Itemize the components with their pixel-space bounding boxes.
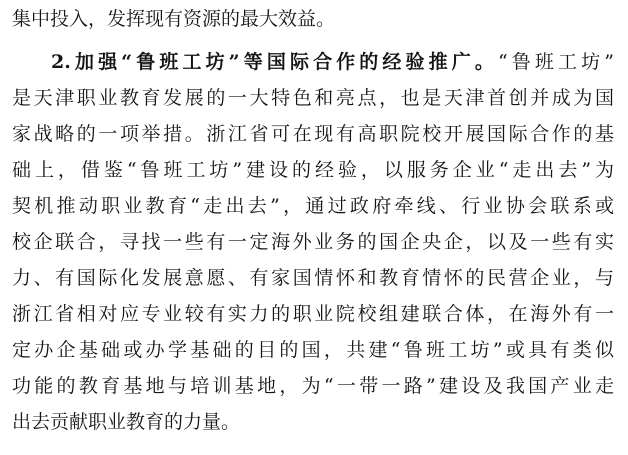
paragraph-2-line: [12, 119, 614, 149]
paragraph-text: “鲁班工坊”: [497, 51, 614, 73]
section-heading: 2.加强“鲁班工坊”等国际合作的经验推广。: [51, 51, 498, 73]
paragraph-text: 校企联合，寻找一些有一定海外业务的国企央企，以及一些有实: [12, 231, 614, 253]
paragraph-2-line: [12, 83, 614, 113]
paragraph-2-line: [12, 371, 614, 401]
paragraph-1-last-line: [12, 4, 614, 34]
paragraph-text: 契机推动职业教育“走出去”，通过政府牵线、行业协会联系或: [12, 195, 614, 217]
paragraph-text: 力、有国际化发展意愿、有家国情怀和教育情怀的民营企业，与: [12, 267, 614, 289]
paragraph-text: 是天津职业教育发展的一大特色和亮点，也是天津首创并成为国: [12, 87, 614, 109]
paragraph-2-line: [12, 191, 614, 221]
paragraph-2-line: [12, 155, 614, 185]
paragraph-text: 出去贡献职业教育的力量。: [12, 411, 241, 433]
paragraph-text: 础上，借鉴“鲁班工坊”建设的经验，以服务企业“走出去”为: [12, 159, 614, 181]
paragraph-text: 定办企基础或办学基础的目的国，共建“鲁班工坊”或具有类似: [12, 339, 614, 361]
paragraph-2-first-line: [51, 47, 614, 77]
paragraph-text: 功能的教育基地与培训基地，为“一带一路”建设及我国产业走: [12, 375, 614, 397]
paragraph-text: 家战略的一项举措。浙江省可在现有高职院校开展国际合作的基: [12, 123, 614, 145]
paragraph-text: 集中投入，发挥现有资源的最大效益。: [12, 8, 336, 30]
paragraph-2-line: [12, 227, 614, 257]
paragraph-2-line: [12, 335, 614, 365]
paragraph-2-line: [12, 263, 614, 293]
paragraph-2-line: [12, 299, 614, 329]
paragraph-2-last-line: [12, 407, 614, 437]
paragraph-text: 浙江省相对应专业较有实力的职业院校组建联合体，在海外有一: [12, 303, 614, 325]
